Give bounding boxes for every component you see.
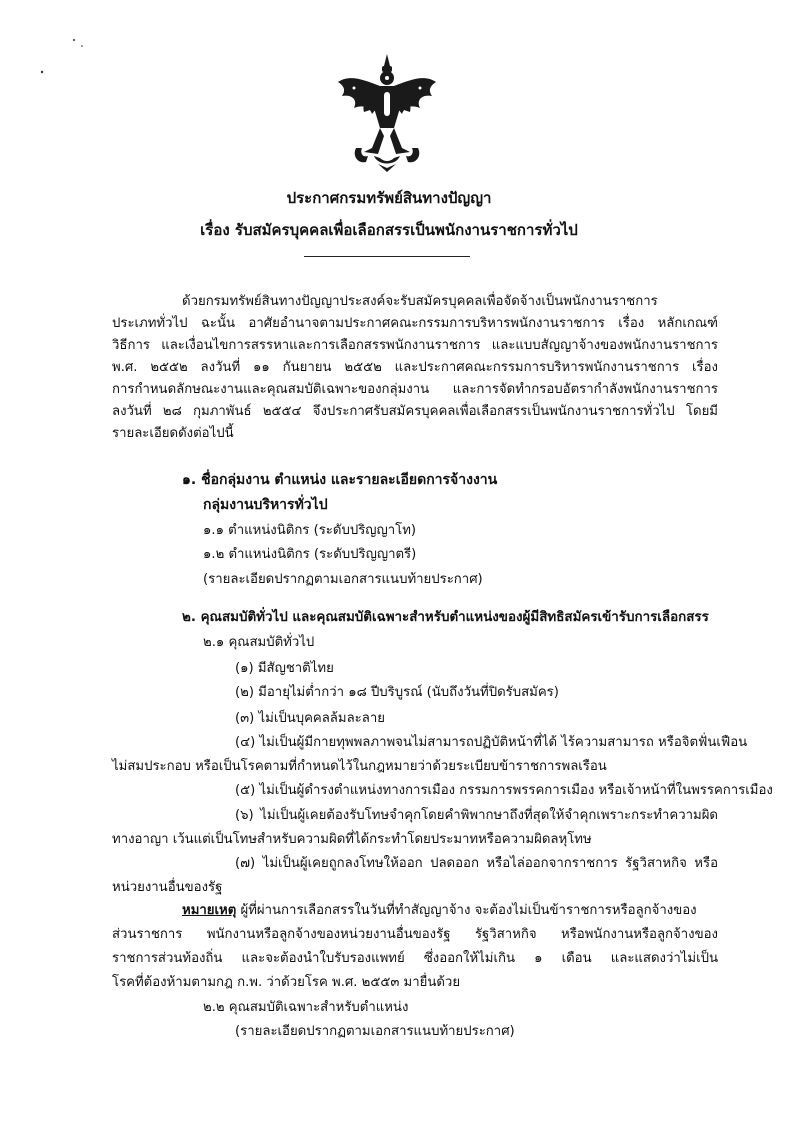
- qualification-item-cont: หน่วยงานอื่นของรัฐ: [112, 880, 223, 895]
- qualification-item: (๕) ไม่เป็นผู้ดำรงตำแหน่งทางการเมือง กรรมการพรรคการเมือง หรือเจ้าหน้าที่ในพรรคการเมือง: [235, 783, 773, 798]
- qualification-item-cont: ทางอาญา เว้นแต่เป็นโทษสำหรับความผิดที่ได้กระทำโดยประมาทหรือความผิดลหุโทษ: [112, 832, 592, 847]
- document-header: [0, 186, 800, 242]
- qualification-item-cont: ไม่สมประกอบ หรือเป็นโรคตามที่กำหนดไว้ในกฎหมายว่าด้วยระเบียบข้าราชการพลเรือน: [112, 759, 607, 774]
- section-1-item: ๑.๑ ตำแหน่งนิติกร (ระดับปริญญาโท): [203, 523, 417, 538]
- intro-line: ประเภททั่วไป ฉะนั้น อาศัยอำนาจตามประกาศคณะกรรมการบริหารพนักงานราชการ เรื่อง หลักเกณฑ์: [112, 316, 718, 331]
- section-2-sub1: ๒.๑ คุณสมบัติทั่วไป: [203, 635, 315, 650]
- qualification-item: (๖) ไม่เป็นผู้เคยต้องรับโทษจำคุกโดยคำพิพากษาถึงที่สุดให้จำคุกเพราะกระทำความผิด: [235, 808, 718, 823]
- qualification-item: (๓) ไม่เป็นบุคคลล้มละลาย: [235, 711, 385, 726]
- intro-line: พ.ศ. ๒๕๕๒ ลงวันที่ ๑๑ กันยายน ๒๕๕๒ และประกาศคณะกรรมการบริหารพนักงานราชการ เรื่อง: [112, 360, 718, 375]
- section-2-heading: ๒. คุณสมบัติทั่วไป และคุณสมบัติเฉพาะสำหรับตำแหน่งของผู้มีสิทธิสมัครเข้ารับการเลือกสรร: [182, 610, 709, 625]
- scan-specks: [30, 30, 90, 90]
- note-line-1: [182, 899, 718, 920]
- section-1-item: (รายละเอียดปรากฏตามเอกสารแนบท้ายประกาศ): [203, 572, 483, 587]
- announcement-subject: เรื่อง รับสมัครบุคคลเพื่อเลือกสรรเป็นพนักงานราชการทั่วไป: [200, 221, 578, 239]
- intro-line: วิธีการ และเงื่อนไขการสรรหาและการเลือกสรรพนักงานราชการ และแบบสัญญาจ้างของพนักงานราชการ: [112, 338, 718, 353]
- announcement-title: ประกาศกรมทรัพย์สินทางปัญญา: [286, 189, 492, 207]
- header-rule: [304, 256, 470, 257]
- qualification-item: (๒) มีอายุไม่ต่ำกว่า ๑๘ ปีบริบูรณ์ (นับถึงวันที่ปิดรับสมัคร): [235, 685, 559, 700]
- section-1-group: กลุ่มงานบริหารทั่วไป: [203, 497, 328, 513]
- section-2-sub2: ๒.๒ คุณสมบัติเฉพาะสำหรับตำแหน่ง: [203, 1000, 409, 1015]
- note-line: ส่วนราชการ พนักงานหรือลูกจ้างของหน่วยงานอื่นของรัฐ รัฐวิสาหกิจ หรือพนักงานหรือลูกจ้างของ: [112, 927, 718, 942]
- note-label: หมายเหตุ: [182, 903, 237, 918]
- intro-line: การกำหนดลักษณะงานและคุณสมบัติเฉพาะของกลุ่มงาน และการจัดทำกรอบอัตรากำลังพนักงานราชการ: [112, 382, 718, 397]
- note-line: โรคที่ต้องห้ามตามกฎ ก.พ. ว่าด้วยโรค พ.ศ. ๒๕๕๓ มายื่นด้วย: [112, 975, 461, 990]
- intro-line: รายละเอียดดังต่อไปนี้: [112, 426, 234, 441]
- garuda-emblem-icon: [334, 52, 440, 174]
- intro-line: ลงวันที่ ๒๘ กุมภาพันธ์ ๒๕๕๔ จึงประกาศรับสมัครบุคคลเพื่อเลือกสรรเป็นพนักงานราชการทั่วไป โดยมี: [112, 404, 718, 419]
- intro-line: ด้วยกรมทรัพย์สินทางปัญญาประสงค์จะรับสมัครบุคคลเพื่อจัดจ้างเป็นพนักงานราชการ: [182, 294, 658, 309]
- qualification-item: (๗) ไม่เป็นผู้เคยถูกลงโทษให้ออก ปลดออก หรือไล่ออกจากราชการ รัฐวิสาหกิจ หรือ: [235, 856, 718, 871]
- qualification-item: (๑) มีสัญชาติไทย: [235, 661, 334, 676]
- note-line: ราชการส่วนท้องถิ่น และจะต้องนำใบรับรองแพทย์ ซึ่งออกให้ไม่เกิน ๑ เดือน และแสดงว่าไม่เป็น: [112, 951, 718, 966]
- note-text: ผู้ที่ผ่านการเลือกสรรในวันที่ทำสัญญาจ้าง จะต้องไม่เป็นข้าราชการหรือลูกจ้างของ: [236, 903, 697, 918]
- section-2-sub2-detail: (รายละเอียดปรากฏตามเอกสารแนบท้ายประกาศ): [235, 1024, 515, 1039]
- section-1-heading: ๑. ชื่อกลุ่มงาน ตำแหน่ง และรายละเอียดการจ้างงาน: [182, 472, 498, 488]
- qualification-item: (๔) ไม่เป็นผู้มีกายทุพพลภาพจนไม่สามารถปฏิบัติหน้าที่ได้ ไร้ความสามารถ หรือจิตฟั่นเฟือน: [235, 735, 748, 750]
- section-1-item: ๑.๒ ตำแหน่งนิติกร (ระดับปริญญาตรี): [203, 547, 417, 562]
